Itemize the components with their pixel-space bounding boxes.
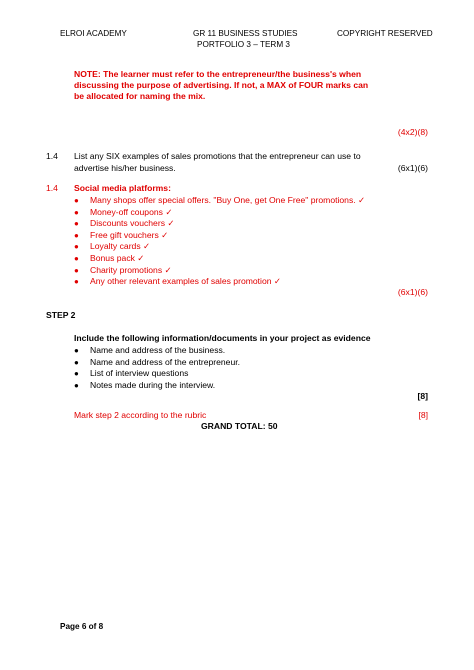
answer-marks: (6x1)(6) [397, 287, 428, 297]
list-item: ● Many shops offer special offers. "Buy One, get One Free" promotions. ✓ [74, 195, 366, 205]
list-item: ● Name and address of the entrepreneur. [74, 356, 241, 367]
bullet-icon: ● [74, 369, 79, 379]
note-marks: (4x2)(8) [397, 127, 428, 137]
step2-title: STEP 2 [46, 310, 76, 320]
list-item: ● List of interview questions [74, 368, 189, 379]
step2-list [74, 345, 240, 391]
header-copyright: COPYRIGHT RESERVED [337, 29, 433, 38]
bullet-icon: ● [74, 265, 79, 275]
question-marks: (6x1)(6) [397, 163, 428, 173]
list-item: ● Free gift vouchers ✓ [74, 229, 169, 240]
header-portfolio: PORTFOLIO 3 – TERM 3 [197, 40, 290, 49]
bullet-icon: ● [74, 230, 79, 240]
page-number: Page 6 of 8 [60, 622, 104, 631]
note-line-3: be allocated for naming the mix. [74, 91, 206, 101]
question-line-1: List any SIX examples of sales promotions that the entrepreneur can use to [74, 151, 361, 161]
bullet-icon: ● [74, 242, 79, 252]
list-item: ● Money-off coupons ✓ [74, 206, 173, 217]
answer-number: 1.4 [46, 183, 58, 193]
bullet-icon: ● [74, 357, 79, 367]
bullet-icon: ● [74, 346, 79, 355]
bullet-icon: ● [74, 277, 79, 287]
list-item: ● Bonus pack ✓ [74, 252, 145, 263]
bullet-icon: ● [74, 380, 79, 390]
bullet-icon: ● [74, 253, 79, 263]
bullet-icon: ● [74, 219, 79, 229]
note-line-1: NOTE: The learner must refer to the entrepreneur/the business's when [74, 69, 362, 79]
header-school: ELROI ACADEMY [60, 29, 127, 38]
bullet-icon: ● [74, 207, 79, 217]
answer-list [74, 195, 365, 288]
grand-total: GRAND TOTAL: 50 [201, 421, 278, 431]
bullet-icon: ● [74, 196, 79, 205]
list-item: ● Name and address of the business. [74, 345, 226, 355]
question-number: 1.4 [46, 151, 58, 161]
header-subject: GR 11 BUSINESS STUDIES [193, 29, 298, 38]
list-item: ● Discounts vouchers ✓ [74, 218, 175, 229]
list-item: ● Notes made during the interview. [74, 379, 216, 390]
list-item: ● Any other relevant examples of sales promotion ✓ [74, 276, 282, 287]
question-line-2: advertise his/her business. [74, 163, 176, 173]
list-item: ● Charity promotions ✓ [74, 264, 172, 275]
rubric-text: Mark step 2 according to the rubric [74, 410, 207, 420]
rubric-marks: [8] [418, 410, 428, 420]
step2-intro: Include the following information/documents in your project as evidence [74, 333, 371, 343]
list-item: ● Loyalty cards ✓ [74, 241, 151, 252]
note-line-2: discussing the purpose of advertising. If not, a MAX of FOUR marks can [74, 80, 369, 90]
step2-marks: [8] [417, 391, 428, 401]
answer-heading: Social media platforms: [74, 183, 171, 193]
